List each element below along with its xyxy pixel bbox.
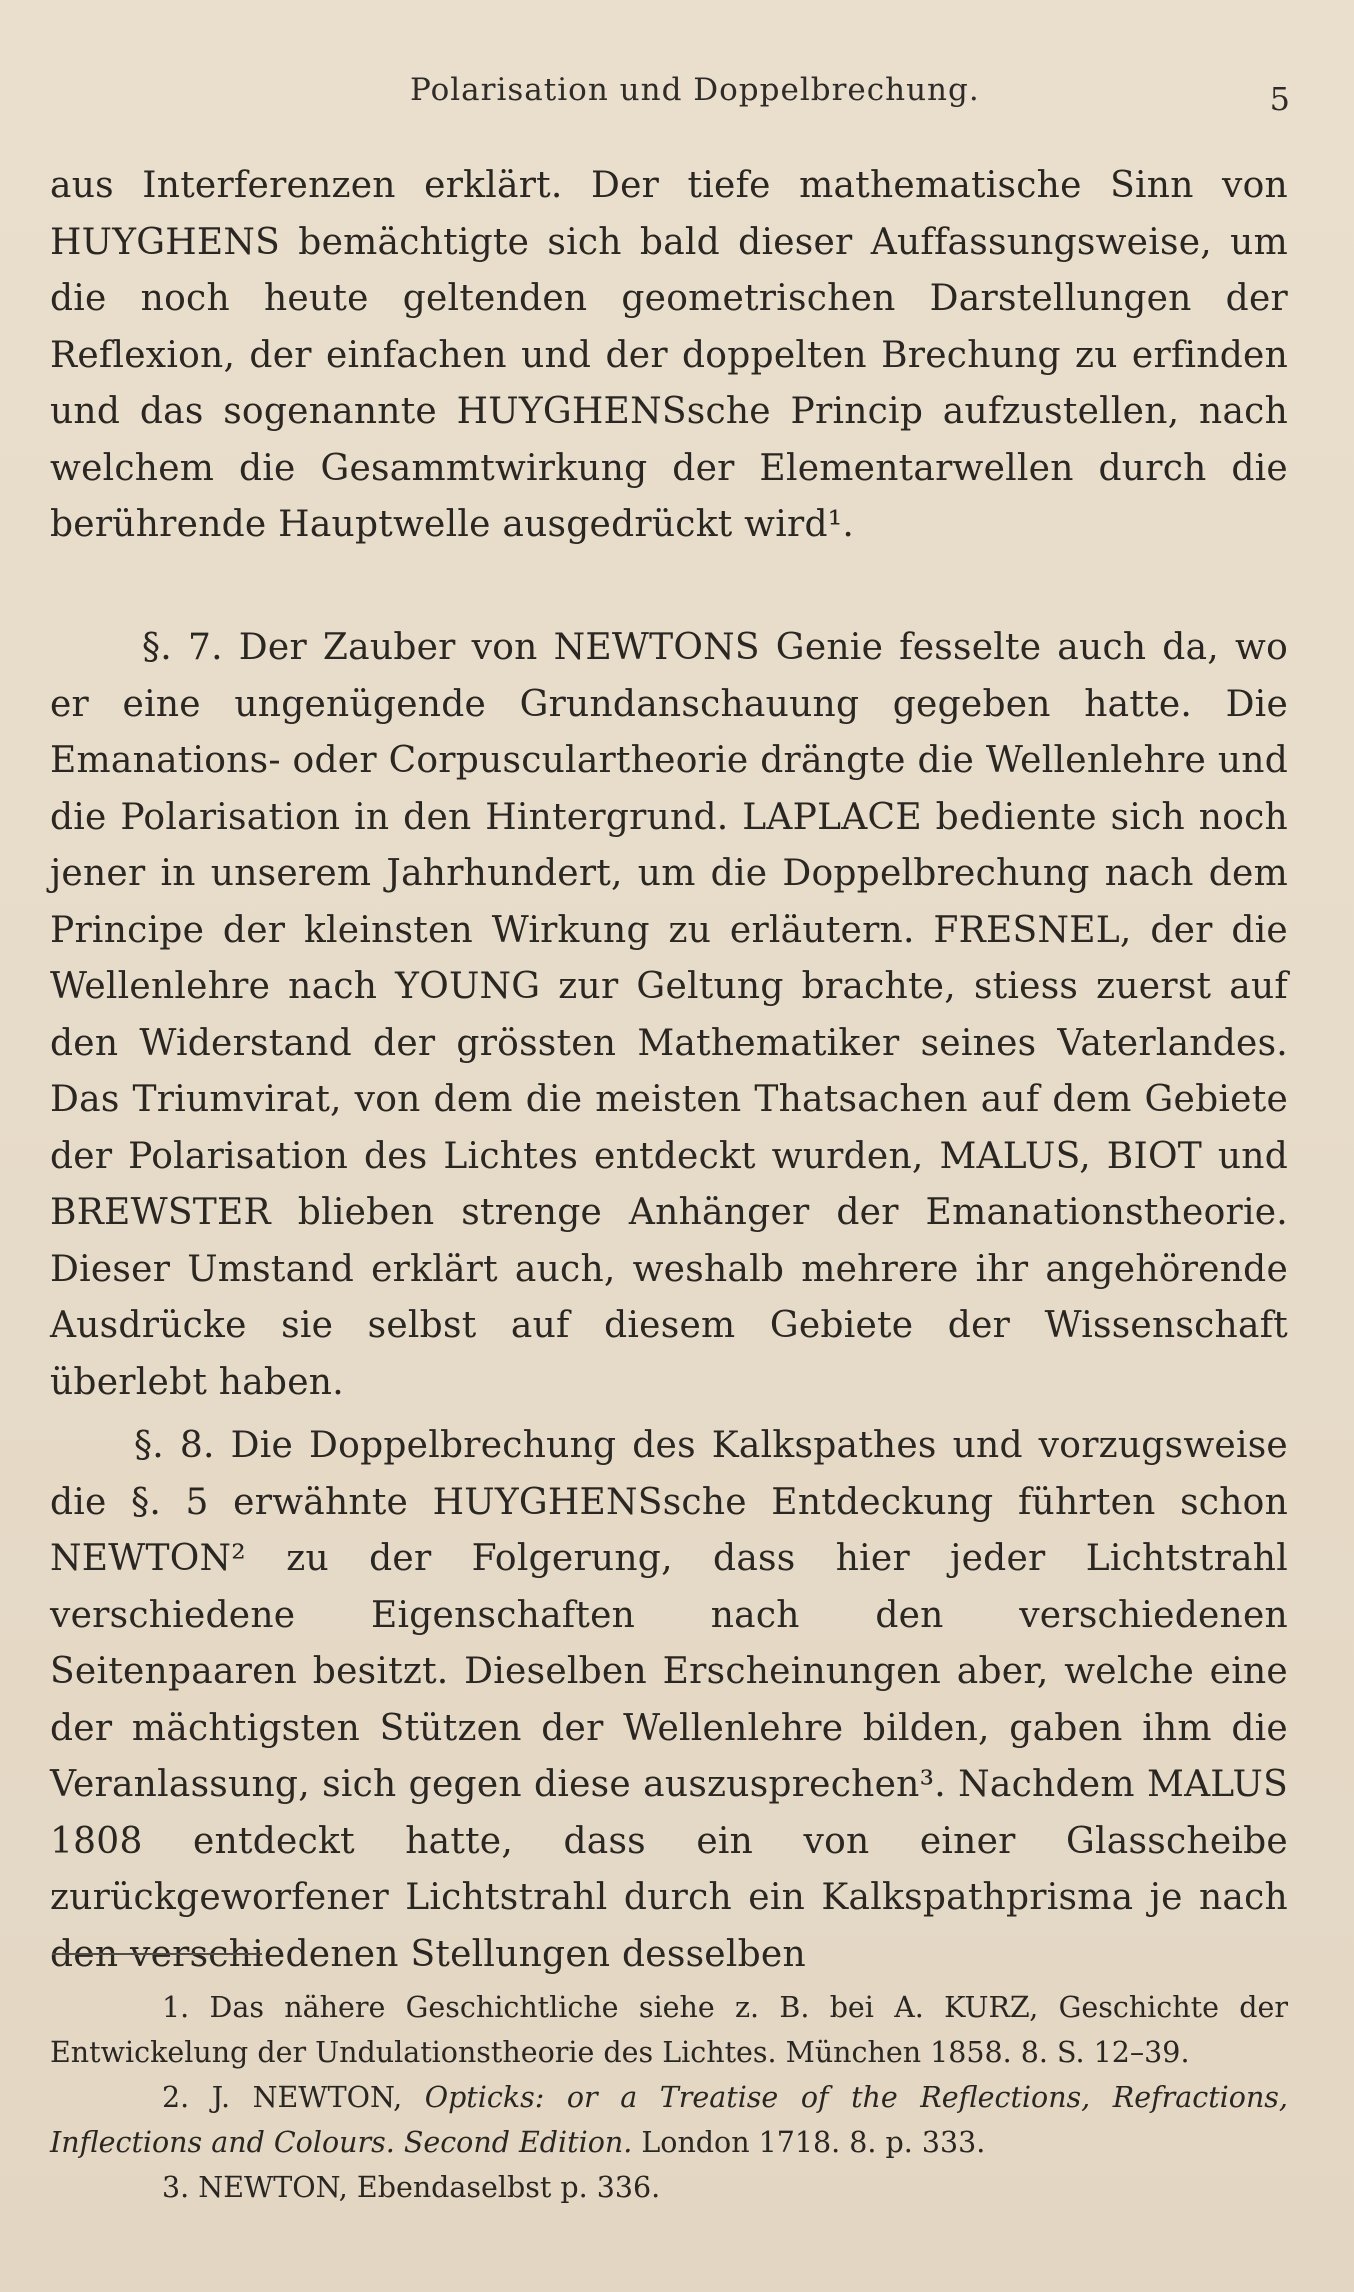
paragraph-section-8: §. 8. Die Doppelbrechung des Kalkspathes und vorzugsweise die §. 5 erwähnte HUYGHENSsche Entdeckung führten schon NEWTON² zu der Folgerung, dass hier jeder Lichtstrahl verschiedene Eigenschaften nach den verschiedenen Seitenpaaren besitzt. Dieselben Erscheinungen aber, welche eine der mächtigsten Stützen der Wellenlehre bilden, gaben ihm die Veranlassung, sich gegen diese auszusprechen³. Nachdem MALUS 1808 entdeckt hatte, dass ein von einer Glasscheibe zurückgeworfener Lichtstrahl durch ein Kalkspathprisma je nach den verschiedenen Stellungen desselben — [50, 1425, 1288, 1975]
footnote-text: NEWTON, Ebendaselbst p. 336. — [198, 2171, 661, 2204]
footnote-1 — [50, 1985, 1288, 2075]
footnote-number: 3. — [162, 2171, 190, 2204]
footnote-suffix: London 1718. 8. p. 333. — [632, 2126, 986, 2159]
paragraph-huyghens: aus Interferenzen erklärt. Der tiefe mathematische Sinn von HUYGHENS bemächtigte sich bald dieser Auffassungsweise, um die noch heute geltenden geometrischen Darstellungen der Reflexion, der einfachen und der doppelten Brechung zu erfinden und das sogenannte HUYGHENSsche Princip aufzustellen, nach welchem die Gesammtwirkung der Elementarwellen durch die berührende Hauptwelle ausgedrückt wird¹. — [50, 165, 1288, 545]
running-title: Polarisation und Doppelbrechung. — [410, 72, 980, 108]
footnote-3 — [50, 2165, 1288, 2210]
footnote-text: Das nähere Geschichtliche siehe z. B. bei A. KURZ, Geschichte der Entwickelung der Undulationstheorie des Lichtes. München 1858. 8. S. 12–39. — [50, 1991, 1288, 2069]
footnote-book-title: Opticks: or a Treatise of the Reflections, Refractions, Inflections and Colours. Second Edition. — [50, 2081, 1288, 2159]
footnote-2 — [50, 2075, 1288, 2165]
page-number: 5 — [1269, 80, 1290, 118]
running-head — [0, 72, 1354, 116]
footnote-number: 2. — [162, 2081, 190, 2114]
footnote-prefix: J. NEWTON, — [211, 2081, 425, 2114]
footnotes — [50, 1985, 1288, 2210]
footnote-rule — [52, 1953, 262, 1955]
paragraph-section-7: §. 7. Der Zauber von NEWTONS Genie fesselte auch da, wo er eine ungenügende Grundanschauung gegeben hatte. Die Emanations- oder Corpusculartheorie drängte die Wellenlehre und die Polarisation in den Hintergrund. LAPLACE bediente sich noch jener in unserem Jahrhundert, um die Doppelbrechung nach dem Principe der kleinsten Wirkung zu erläutern. FRESNEL, der die Wellenlehre nach YOUNG zur Geltung brachte, stiess zuerst auf den Widerstand der grössten Mathematiker seines Vaterlandes. Das Triumvirat, von dem die meisten Thatsachen auf dem Gebiete der Polarisation des Lichtes entdeckt wurden, MALUS, BIOT und BREWSTER blieben strenge Anhänger der Emanationstheorie. Dieser Umstand erklärt auch, weshalb mehrere ihr angehörende Ausdrücke sie selbst auf diesem Gebiete der Wissenschaft überlebt haben. — [50, 627, 1288, 1403]
footnote-number: 1. — [162, 1991, 190, 2024]
